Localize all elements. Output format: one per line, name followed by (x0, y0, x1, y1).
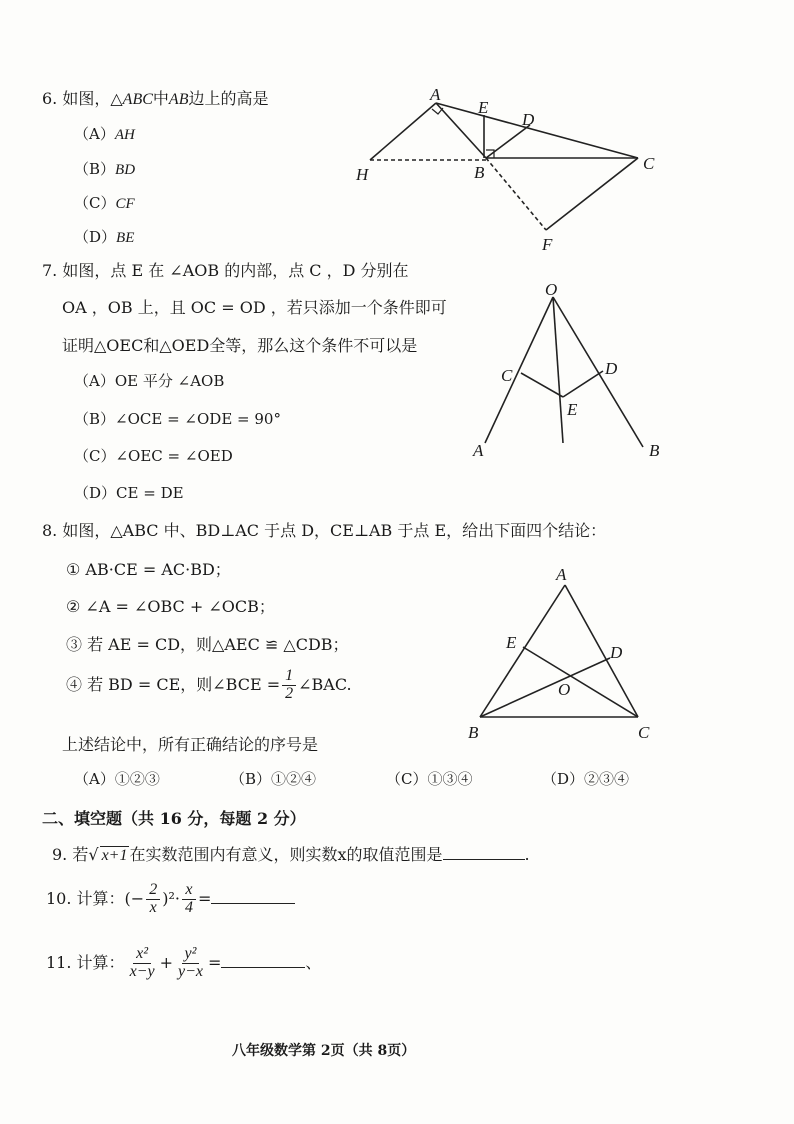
q8-label-b: B (468, 723, 479, 742)
q9-stem: 9. 若√ x+1 在实数范围内有意义，则实数x的取值范围是 . (52, 845, 530, 864)
q11-fraction-2: $\frac{\text{y²}}{y-x}$ (177, 945, 203, 980)
q7-figure (465, 275, 675, 465)
q6-option-d: （D）BE (74, 228, 135, 246)
q6-option-a: （A）AH (74, 125, 135, 143)
q6-stem: 6. 如图，△ABC中AB边上的高是 (42, 89, 269, 108)
q7-label-c: C (501, 366, 513, 385)
q8-label-d: D (610, 643, 623, 662)
q6-label-c: C (643, 154, 655, 173)
q8-figure (460, 560, 670, 745)
q8-label-o: O (558, 680, 571, 699)
q8-option-d: （D）②③④ (542, 770, 630, 788)
q10-fraction-2: $\frac{x}{4}$ (182, 882, 196, 917)
q11-answer-blank[interactable] (221, 951, 305, 968)
q8-label-e: E (506, 633, 517, 652)
q7-label-a: A (473, 441, 484, 460)
q7-option-c: （C）∠OEC = ∠OED (74, 447, 233, 465)
q7-label-o: O (545, 280, 558, 299)
q6-option-c: （C）CF (74, 194, 135, 212)
q7-label-d: D (605, 359, 618, 378)
q7-label-b: B (649, 441, 660, 460)
q11-stem: 11. 计算： $\frac{\text{x²}}{x-y}$ + $\frac{\text{y²}}{y-x}$ = 、 (46, 945, 322, 980)
q7-stem-line1: 7. 如图，点 E 在 ∠AOB 的内部，点 C ，D 分别在 (42, 261, 409, 280)
q8-conclusion-3: ③ 若 AE = CD，则△AEC ≌ △CDB； (66, 635, 349, 654)
q8-label-a: A (556, 565, 567, 584)
q10-answer-blank[interactable] (211, 887, 295, 904)
q6-option-b: （B）BD (74, 160, 136, 178)
q6-figure (350, 80, 670, 255)
q10-stem: 10. 计算：(− $\frac{2}{x}$ )²· $\frac{x}{4}$ = (46, 882, 295, 917)
q8-conclusion-1: ① AB·CE = AC·BD； (66, 560, 231, 579)
page-footer: 八年级数学第 2页（共 8页） (232, 1043, 416, 1059)
q11-fraction-1: $\frac{\text{x²}}{x-y}$ (129, 945, 155, 980)
q8-label-c: C (638, 723, 650, 742)
q6-label-f: F (542, 235, 553, 254)
q6-label-d: D (522, 110, 535, 129)
q7-option-d: （D）CE = DE (74, 484, 184, 502)
q7-label-e: E (567, 400, 578, 419)
q8-option-b: （B）①②④ (230, 770, 317, 788)
q8-option-a: （A）①②③ (74, 770, 160, 788)
q6-label-h: H (356, 165, 369, 184)
q10-fraction-1: $\frac{2}{x}$ (146, 882, 160, 917)
q8-summary: 上述结论中，所有正确结论的序号是 (62, 735, 319, 754)
q8-option-c: （C）①③④ (386, 770, 473, 788)
q7-option-a: （A）OE 平分 ∠AOB (74, 372, 225, 390)
q8-conclusion-4: ④ 若 BD = CE，则∠BCE = $\frac{1}{2}$ ∠BAC. (66, 667, 352, 702)
q9-radicand: x+1 (101, 847, 128, 864)
q8-half-fraction: $\frac{1}{2}$ (282, 668, 296, 703)
q7-stem-line2: OA ，OB 上，且 OC = OD ，若只添加一个条件即可 (62, 298, 447, 317)
q7-stem-line3: 证明△OEC和△OED全等，那么这个条件不可以是 (62, 336, 418, 355)
q6-label-a: A (430, 85, 441, 104)
q6-label-b: B (474, 163, 485, 182)
q6-label-e: E (478, 98, 489, 117)
section-2-title: 二、填空题（共 16 分，每题 2 分） (42, 809, 306, 828)
q8-stem: 8. 如图，△ABC 中、BD⊥AC 于点 D，CE⊥AB 于点 E，给出下面四个结论： (42, 521, 607, 540)
q8-conclusion-2: ② ∠A = ∠OBC + ∠OCB； (66, 597, 275, 616)
q7-option-b: （B）∠OCE = ∠ODE = 90° (74, 410, 281, 428)
q9-answer-blank[interactable] (443, 843, 525, 860)
